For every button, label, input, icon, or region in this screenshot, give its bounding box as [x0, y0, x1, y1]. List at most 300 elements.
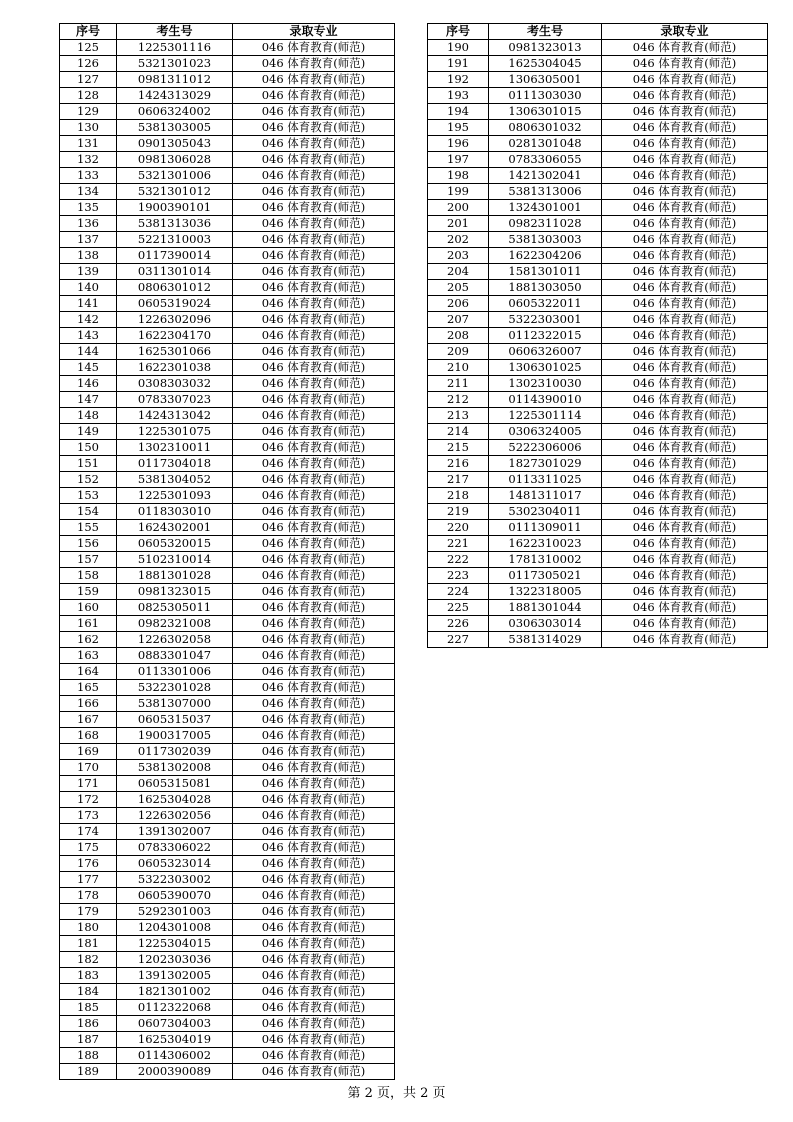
table-row	[60, 424, 395, 440]
major-cell: 046 体育教育(师范)	[602, 328, 768, 344]
seq-cell: 198	[428, 168, 489, 184]
table-row	[60, 1032, 395, 1048]
major-cell: 046 体育教育(师范)	[602, 344, 768, 360]
seq-cell: 207	[428, 312, 489, 328]
admission-table-right	[427, 23, 768, 648]
major-cell: 046 体育教育(师范)	[233, 72, 395, 88]
exam-id-cell: 5381304052	[117, 472, 233, 488]
seq-cell: 216	[428, 456, 489, 472]
seq-cell: 164	[60, 664, 117, 680]
exam-id-cell: 0606326007	[489, 344, 602, 360]
major-cell: 046 体育教育(师范)	[233, 168, 395, 184]
seq-cell: 203	[428, 248, 489, 264]
seq-cell: 126	[60, 56, 117, 72]
seq-cell: 195	[428, 120, 489, 136]
major-cell: 046 体育教育(师范)	[233, 664, 395, 680]
table-row	[428, 264, 768, 280]
exam-id-cell: 0113301006	[117, 664, 233, 680]
major-cell: 046 体育教育(师范)	[233, 616, 395, 632]
table-row	[60, 456, 395, 472]
exam-id-cell: 0605319024	[117, 296, 233, 312]
exam-id-cell: 1324301001	[489, 200, 602, 216]
major-cell: 046 体育教育(师范)	[233, 376, 395, 392]
major-cell: 046 体育教育(师范)	[602, 296, 768, 312]
seq-cell: 217	[428, 472, 489, 488]
exam-id-cell: 1622310023	[489, 536, 602, 552]
table-row	[60, 712, 395, 728]
table-row	[60, 616, 395, 632]
exam-id-cell: 1204301008	[117, 920, 233, 936]
exam-id-cell: 5321301006	[117, 168, 233, 184]
major-cell: 046 体育教育(师范)	[233, 312, 395, 328]
exam-id-cell: 1225301075	[117, 424, 233, 440]
table-row	[428, 328, 768, 344]
table-row	[428, 632, 768, 648]
major-cell: 046 体育教育(师范)	[233, 120, 395, 136]
seq-cell: 128	[60, 88, 117, 104]
major-cell: 046 体育教育(师范)	[233, 1048, 395, 1064]
table-row	[428, 88, 768, 104]
exam-id-cell: 0605322011	[489, 296, 602, 312]
exam-id-cell: 1225301116	[117, 40, 233, 56]
table-row	[428, 72, 768, 88]
table-row	[60, 824, 395, 840]
major-cell: 046 体育教育(师范)	[602, 584, 768, 600]
seq-cell: 209	[428, 344, 489, 360]
table-row	[60, 920, 395, 936]
major-cell: 046 体育教育(师范)	[233, 600, 395, 616]
exam-id-cell: 0607304003	[117, 1016, 233, 1032]
major-cell: 046 体育教育(师范)	[233, 280, 395, 296]
major-cell: 046 体育教育(师范)	[233, 648, 395, 664]
exam-id-cell: 5302304011	[489, 504, 602, 520]
major-cell: 046 体育教育(师范)	[602, 120, 768, 136]
table-row	[60, 232, 395, 248]
seq-cell: 178	[60, 888, 117, 904]
major-cell: 046 体育教育(师范)	[233, 1032, 395, 1048]
major-cell: 046 体育教育(师范)	[233, 104, 395, 120]
seq-cell: 222	[428, 552, 489, 568]
seq-cell: 152	[60, 472, 117, 488]
seq-cell: 138	[60, 248, 117, 264]
table-row	[60, 328, 395, 344]
major-cell: 046 体育教育(师范)	[602, 264, 768, 280]
major-cell: 046 体育教育(师范)	[233, 200, 395, 216]
seq-cell: 168	[60, 728, 117, 744]
seq-cell: 221	[428, 536, 489, 552]
table-row	[428, 360, 768, 376]
exam-id-cell: 0117302039	[117, 744, 233, 760]
major-cell: 046 体育教育(师范)	[233, 840, 395, 856]
seq-cell: 127	[60, 72, 117, 88]
table-header-row	[428, 24, 768, 40]
table-row	[428, 152, 768, 168]
major-cell: 046 体育教育(师范)	[233, 328, 395, 344]
exam-id-cell: 0806301012	[117, 280, 233, 296]
exam-id-cell: 0981306028	[117, 152, 233, 168]
exam-id-cell: 0981323015	[117, 584, 233, 600]
seq-cell: 199	[428, 184, 489, 200]
major-cell: 046 体育教育(师范)	[233, 760, 395, 776]
major-cell: 046 体育教育(师范)	[233, 408, 395, 424]
exam-id-cell: 1900317005	[117, 728, 233, 744]
seq-cell: 177	[60, 872, 117, 888]
major-cell: 046 体育教育(师范)	[602, 168, 768, 184]
major-cell: 046 体育教育(师范)	[233, 680, 395, 696]
exam-id-cell: 1881301044	[489, 600, 602, 616]
seq-cell: 191	[428, 56, 489, 72]
seq-cell: 214	[428, 424, 489, 440]
seq-cell: 165	[60, 680, 117, 696]
exam-id-cell: 1622304206	[489, 248, 602, 264]
major-cell: 046 体育教育(师范)	[233, 1016, 395, 1032]
exam-id-cell: 1625304045	[489, 56, 602, 72]
seq-cell: 196	[428, 136, 489, 152]
table-row	[428, 600, 768, 616]
seq-cell: 155	[60, 520, 117, 536]
admission-table-left	[59, 23, 395, 1080]
major-cell: 046 体育教育(师范)	[233, 552, 395, 568]
exam-id-cell: 0783306055	[489, 152, 602, 168]
table-row	[60, 696, 395, 712]
major-cell: 046 体育教育(师范)	[233, 184, 395, 200]
table-row	[60, 1048, 395, 1064]
major-cell: 046 体育教育(师范)	[233, 776, 395, 792]
table-row	[428, 40, 768, 56]
exam-id-cell: 1225301093	[117, 488, 233, 504]
major-cell: 046 体育教育(师范)	[602, 40, 768, 56]
major-cell: 046 体育教育(师范)	[233, 136, 395, 152]
seq-cell: 202	[428, 232, 489, 248]
col-header-exam-id: 考生号	[489, 24, 602, 40]
major-cell: 046 体育教育(师范)	[233, 1064, 395, 1080]
seq-cell: 215	[428, 440, 489, 456]
seq-cell: 210	[428, 360, 489, 376]
seq-cell: 134	[60, 184, 117, 200]
seq-cell: 180	[60, 920, 117, 936]
table-row	[60, 360, 395, 376]
table-row	[60, 152, 395, 168]
major-cell: 046 体育教育(师范)	[602, 504, 768, 520]
exam-id-cell: 5222306006	[489, 440, 602, 456]
exam-id-cell: 1481311017	[489, 488, 602, 504]
exam-id-cell: 1306301025	[489, 360, 602, 376]
exam-id-cell: 0982321008	[117, 616, 233, 632]
table-row	[60, 904, 395, 920]
table-row	[428, 296, 768, 312]
seq-cell: 176	[60, 856, 117, 872]
exam-id-cell: 1881303050	[489, 280, 602, 296]
exam-id-cell: 0783306022	[117, 840, 233, 856]
seq-cell: 190	[428, 40, 489, 56]
page-footer: 第 2 页，共 2 页	[347, 1086, 446, 1101]
exam-id-cell: 5381313036	[117, 216, 233, 232]
exam-id-cell: 5322303001	[489, 312, 602, 328]
seq-cell: 136	[60, 216, 117, 232]
table-row	[428, 472, 768, 488]
major-cell: 046 体育教育(师范)	[233, 936, 395, 952]
table-row	[60, 248, 395, 264]
exam-id-cell: 1625304019	[117, 1032, 233, 1048]
table-row	[428, 376, 768, 392]
exam-id-cell: 1622304170	[117, 328, 233, 344]
col-header-seq: 序号	[60, 24, 117, 40]
major-cell: 046 体育教育(师范)	[233, 536, 395, 552]
table-header-row	[60, 24, 395, 40]
table-body-right	[428, 40, 768, 648]
seq-cell: 162	[60, 632, 117, 648]
exam-id-cell: 0111303030	[489, 88, 602, 104]
table-row	[60, 728, 395, 744]
exam-id-cell: 1827301029	[489, 456, 602, 472]
table-row	[60, 936, 395, 952]
exam-id-cell: 1226302058	[117, 632, 233, 648]
table-row	[60, 808, 395, 824]
seq-cell: 171	[60, 776, 117, 792]
table-row	[428, 504, 768, 520]
table-row	[428, 456, 768, 472]
seq-cell: 129	[60, 104, 117, 120]
seq-cell: 135	[60, 200, 117, 216]
table-row	[60, 88, 395, 104]
table-row	[60, 760, 395, 776]
table-row	[60, 216, 395, 232]
table-row	[428, 56, 768, 72]
seq-cell: 142	[60, 312, 117, 328]
table-row	[428, 536, 768, 552]
seq-cell: 226	[428, 616, 489, 632]
table-row	[428, 232, 768, 248]
major-cell: 046 体育教育(师范)	[602, 456, 768, 472]
table-row	[428, 136, 768, 152]
seq-cell: 224	[428, 584, 489, 600]
seq-cell: 125	[60, 40, 117, 56]
exam-id-cell: 1302310030	[489, 376, 602, 392]
seq-cell: 159	[60, 584, 117, 600]
exam-id-cell: 0981311012	[117, 72, 233, 88]
seq-cell: 157	[60, 552, 117, 568]
seq-cell: 204	[428, 264, 489, 280]
table-row	[60, 952, 395, 968]
major-cell: 046 体育教育(师范)	[233, 296, 395, 312]
exam-id-cell: 5321301012	[117, 184, 233, 200]
table-row	[60, 264, 395, 280]
exam-id-cell: 1881301028	[117, 568, 233, 584]
major-cell: 046 体育教育(师范)	[233, 344, 395, 360]
table-row	[428, 184, 768, 200]
exam-id-cell: 0311301014	[117, 264, 233, 280]
table-row	[60, 568, 395, 584]
major-cell: 046 体育教育(师范)	[602, 392, 768, 408]
seq-cell: 145	[60, 360, 117, 376]
table-row	[60, 168, 395, 184]
exam-id-cell: 1322318005	[489, 584, 602, 600]
major-cell: 046 体育教育(师范)	[602, 104, 768, 120]
exam-id-cell: 1226302056	[117, 808, 233, 824]
seq-cell: 201	[428, 216, 489, 232]
major-cell: 046 体育教育(师范)	[233, 216, 395, 232]
table-row	[60, 648, 395, 664]
table-row	[60, 872, 395, 888]
major-cell: 046 体育教育(师范)	[602, 280, 768, 296]
exam-id-cell: 5221310003	[117, 232, 233, 248]
major-cell: 046 体育教育(师范)	[602, 216, 768, 232]
seq-cell: 193	[428, 88, 489, 104]
exam-id-cell: 0118303010	[117, 504, 233, 520]
major-cell: 046 体育教育(师范)	[233, 904, 395, 920]
table-row	[60, 552, 395, 568]
table-row	[60, 136, 395, 152]
seq-cell: 172	[60, 792, 117, 808]
major-cell: 046 体育教育(师范)	[602, 360, 768, 376]
exam-id-cell: 1900390101	[117, 200, 233, 216]
table-row	[428, 216, 768, 232]
table-row	[60, 312, 395, 328]
major-cell: 046 体育教育(师范)	[602, 536, 768, 552]
exam-id-cell: 2000390089	[117, 1064, 233, 1080]
major-cell: 046 体育教育(师范)	[233, 456, 395, 472]
seq-cell: 182	[60, 952, 117, 968]
table-row	[428, 200, 768, 216]
table-row	[428, 280, 768, 296]
exam-id-cell: 1624302001	[117, 520, 233, 536]
major-cell: 046 体育教育(师范)	[233, 744, 395, 760]
table-row	[60, 1016, 395, 1032]
exam-id-cell: 0605315081	[117, 776, 233, 792]
table-row	[428, 568, 768, 584]
table-row	[60, 664, 395, 680]
seq-cell: 146	[60, 376, 117, 392]
major-cell: 046 体育教育(师范)	[233, 568, 395, 584]
seq-cell: 153	[60, 488, 117, 504]
seq-cell: 174	[60, 824, 117, 840]
exam-id-cell: 5381313006	[489, 184, 602, 200]
exam-id-cell: 1391302005	[117, 968, 233, 984]
table-row	[428, 344, 768, 360]
seq-cell: 148	[60, 408, 117, 424]
table-row	[60, 968, 395, 984]
exam-id-cell: 1622301038	[117, 360, 233, 376]
seq-cell: 131	[60, 136, 117, 152]
table-body-left	[60, 40, 395, 1080]
table-row	[60, 536, 395, 552]
exam-id-cell: 0114306002	[117, 1048, 233, 1064]
major-cell: 046 体育教育(师范)	[233, 952, 395, 968]
seq-cell: 133	[60, 168, 117, 184]
table-row	[60, 520, 395, 536]
table-row	[60, 984, 395, 1000]
major-cell: 046 体育教育(师范)	[602, 312, 768, 328]
table-row	[428, 424, 768, 440]
table-row	[60, 888, 395, 904]
table-row	[60, 104, 395, 120]
exam-id-cell: 5102310014	[117, 552, 233, 568]
seq-cell: 197	[428, 152, 489, 168]
seq-cell: 130	[60, 120, 117, 136]
exam-id-cell: 5381303005	[117, 120, 233, 136]
major-cell: 046 体育教育(师范)	[233, 968, 395, 984]
table-row	[60, 296, 395, 312]
major-cell: 046 体育教育(师范)	[233, 920, 395, 936]
table-row	[60, 344, 395, 360]
seq-cell: 137	[60, 232, 117, 248]
exam-id-cell: 1202303036	[117, 952, 233, 968]
major-cell: 046 体育教育(师范)	[602, 184, 768, 200]
exam-id-cell: 1302310011	[117, 440, 233, 456]
table-row	[428, 584, 768, 600]
seq-cell: 160	[60, 600, 117, 616]
exam-id-cell: 0112322015	[489, 328, 602, 344]
major-cell: 046 体育教育(师范)	[602, 152, 768, 168]
exam-id-cell: 1225301114	[489, 408, 602, 424]
exam-id-cell: 1391302007	[117, 824, 233, 840]
major-cell: 046 体育教育(师范)	[233, 824, 395, 840]
major-cell: 046 体育教育(师范)	[233, 472, 395, 488]
major-cell: 046 体育教育(师范)	[233, 488, 395, 504]
seq-cell: 220	[428, 520, 489, 536]
seq-cell: 179	[60, 904, 117, 920]
table-row	[60, 504, 395, 520]
seq-cell: 181	[60, 936, 117, 952]
seq-cell: 208	[428, 328, 489, 344]
exam-id-cell: 5292301003	[117, 904, 233, 920]
exam-id-cell: 1306301015	[489, 104, 602, 120]
table-row	[428, 440, 768, 456]
seq-cell: 141	[60, 296, 117, 312]
seq-cell: 211	[428, 376, 489, 392]
exam-id-cell: 0901305043	[117, 136, 233, 152]
exam-id-cell: 0883301047	[117, 648, 233, 664]
seq-cell: 212	[428, 392, 489, 408]
col-header-seq: 序号	[428, 24, 489, 40]
exam-id-cell: 0306324005	[489, 424, 602, 440]
table-row	[60, 40, 395, 56]
seq-cell: 183	[60, 968, 117, 984]
major-cell: 046 体育教育(师范)	[233, 360, 395, 376]
table-row	[60, 632, 395, 648]
exam-id-cell: 0825305011	[117, 600, 233, 616]
exam-id-cell: 0111309011	[489, 520, 602, 536]
seq-cell: 161	[60, 616, 117, 632]
major-cell: 046 体育教育(师范)	[602, 552, 768, 568]
seq-cell: 213	[428, 408, 489, 424]
table-row	[428, 120, 768, 136]
seq-cell: 154	[60, 504, 117, 520]
major-cell: 046 体育教育(师范)	[233, 984, 395, 1000]
table-row	[60, 472, 395, 488]
exam-id-cell: 1306305001	[489, 72, 602, 88]
major-cell: 046 体育教育(师范)	[602, 472, 768, 488]
table-row	[60, 856, 395, 872]
major-cell: 046 体育教育(师范)	[233, 632, 395, 648]
exam-id-cell: 0605390070	[117, 888, 233, 904]
exam-id-cell: 1424313029	[117, 88, 233, 104]
seq-cell: 175	[60, 840, 117, 856]
major-cell: 046 体育教育(师范)	[602, 200, 768, 216]
table-row	[60, 72, 395, 88]
table-row	[60, 120, 395, 136]
seq-cell: 188	[60, 1048, 117, 1064]
seq-cell: 194	[428, 104, 489, 120]
table-row	[428, 552, 768, 568]
major-cell: 046 体育教育(师范)	[233, 712, 395, 728]
exam-id-cell: 1421302041	[489, 168, 602, 184]
exam-id-cell: 5322303002	[117, 872, 233, 888]
major-cell: 046 体育教育(师范)	[602, 568, 768, 584]
table-row	[60, 840, 395, 856]
table-row	[60, 184, 395, 200]
major-cell: 046 体育教育(师范)	[233, 40, 395, 56]
